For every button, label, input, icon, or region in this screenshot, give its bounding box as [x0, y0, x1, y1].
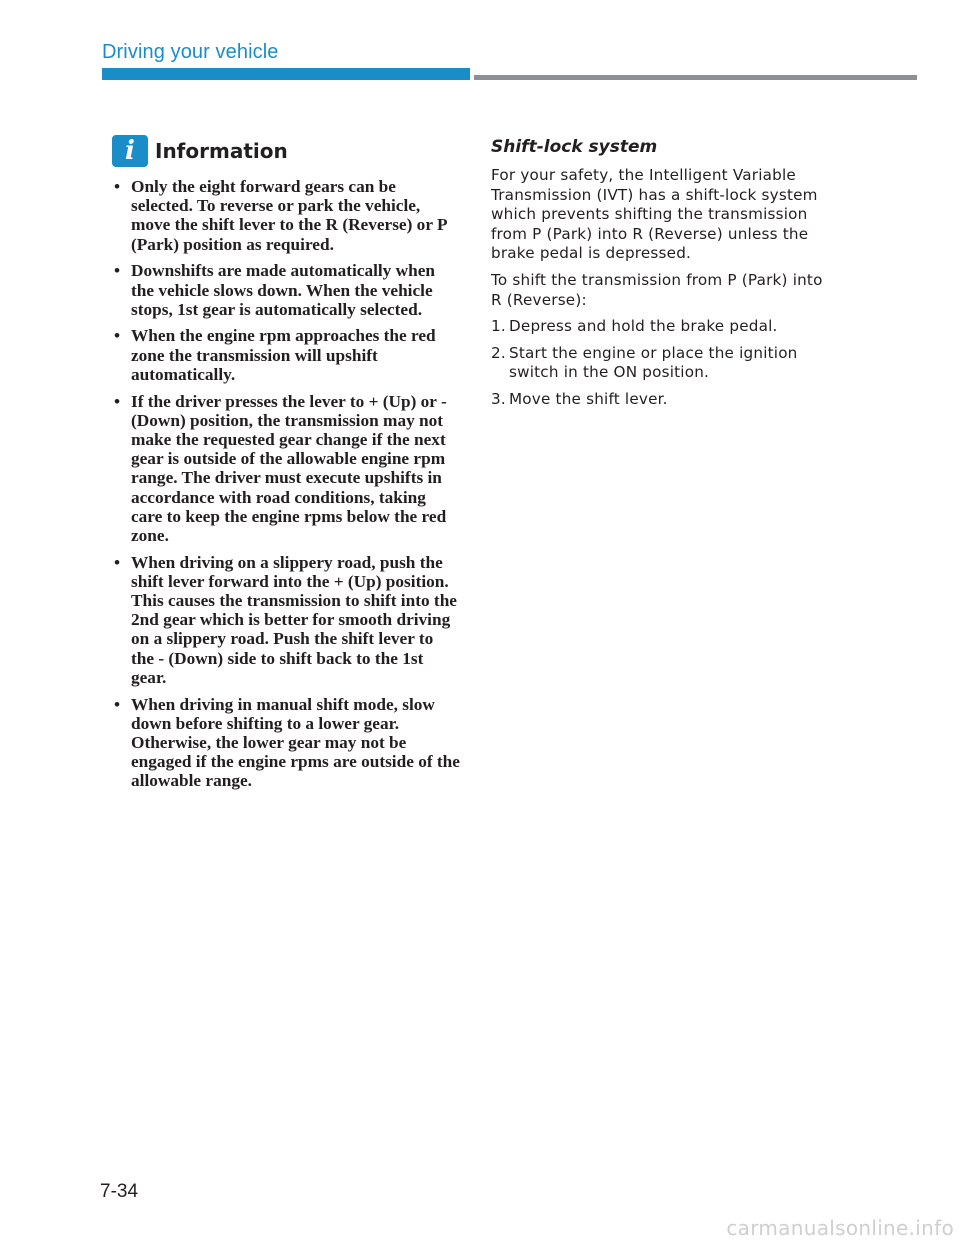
step-item: [491, 390, 831, 410]
step-item: [491, 317, 831, 337]
step-item: [491, 344, 831, 383]
header-accent-bar: [102, 68, 470, 80]
bullet-mark: •: [114, 177, 121, 196]
step-text: Move the shift lever.: [509, 389, 668, 408]
step-number: 3.: [491, 389, 506, 408]
shift-lock-section: [491, 135, 831, 410]
step-text: Depress and hold the brake pedal.: [509, 317, 778, 336]
bullet-mark: •: [114, 694, 121, 714]
information-heading: [112, 135, 288, 167]
paragraph: For your safety, the Intelligent Variable Transmission (IVT) has a shift-lock system which prevents shifting the transmission from P (Park) into R (Reverse) unless the brake pedal is depressed.: [491, 166, 818, 263]
information-list: [113, 177, 460, 798]
list-item-text: Only the eight forward gears can be selected. To reverse or park the vehicle, move the shift lever to the R (Reverse) or P (Park) position as required.: [131, 177, 447, 254]
step-number: 2.: [491, 343, 506, 362]
list-item: [113, 177, 460, 254]
section-title: Driving your vehicle: [102, 41, 279, 63]
page-number: 7-34: [100, 1181, 139, 1202]
step-number: 1.: [491, 317, 506, 336]
information-title: Information: [155, 139, 288, 163]
step-text: Start the engine or place the ignition switch in the ON position.: [509, 343, 798, 382]
shift-lock-body: [491, 166, 831, 410]
bullet-mark: •: [114, 326, 121, 346]
info-icon: i: [112, 135, 148, 167]
header-rule: [474, 75, 917, 80]
bullet-mark: •: [114, 391, 121, 411]
list-item: [113, 392, 460, 546]
list-item: [113, 261, 460, 319]
list-item-text: When driving on a slippery road, push the shift lever forward into the + (Up) position. This causes the transmission to shift into the 2nd gear which is better for smooth driving on a slippery road. Push the shift lever to the - (Down) side to shift back to the 1st gear.: [131, 552, 457, 687]
bullet-mark: •: [114, 261, 121, 281]
watermark: carmanualsonline.info: [726, 1216, 954, 1240]
steps-list: [491, 317, 831, 409]
list-item-text: When driving in manual shift mode, slow down before shifting to a lower gear. Otherwise, the lower gear may not be engaged if the engine rpms are outside of the allowable range.: [131, 694, 460, 791]
list-item-text: If the driver presses the lever to + (Up) or - (Down) position, the transmission may not make the requested gear change if the next gear is outside of the allowable engine rpm range. The driver must execute upshifts in accordance with road conditions, taking care to keep the engine rpms below the red zone.: [131, 391, 447, 545]
list-item: [113, 695, 460, 791]
paragraph: To shift the transmission from P (Park) into R (Reverse):: [491, 270, 823, 309]
list-item-text: When the engine rpm approaches the red zone the transmission will upshift automatically.: [131, 326, 436, 384]
list-item-text: Downshifts are made automatically when the vehicle slows down. When the vehicle stops, 1st gear is automatically selected.: [131, 261, 436, 319]
bullet-mark: •: [114, 552, 121, 572]
list-item: [113, 553, 460, 687]
list-item: [113, 326, 460, 384]
shift-lock-title: Shift-lock system: [491, 137, 658, 157]
